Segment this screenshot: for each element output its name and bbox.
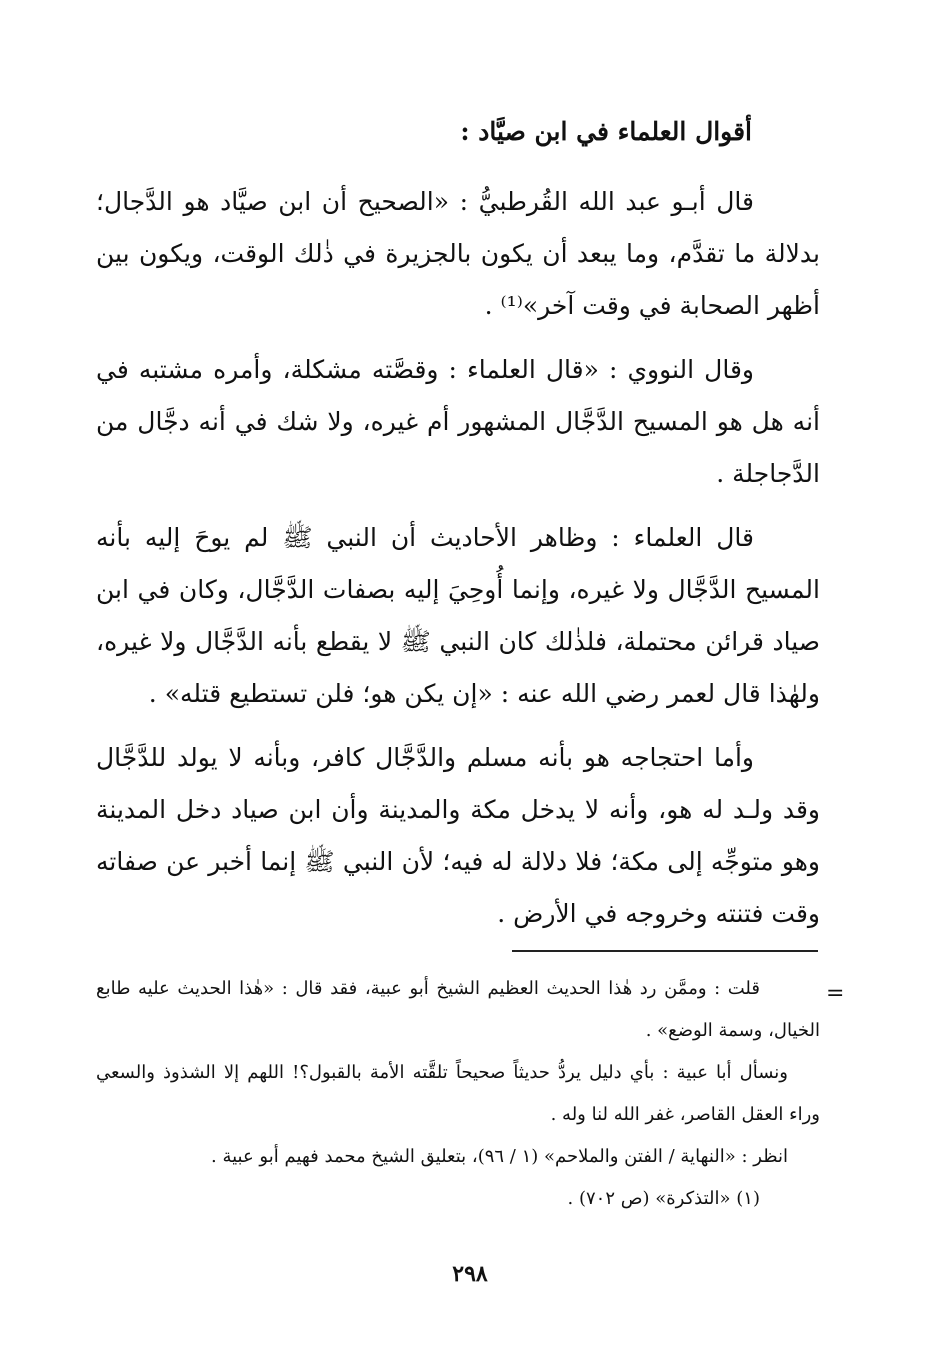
paragraph-qurtubi: قال أبـو عبد الله القُرطبيُّ : «الصحيح أن ابن صيَّاد هو الدَّجال؛ بدلالة ما تقدَّم، وما يبعد أن يكون بالجزيرة في ذٰلك الوقت، ويكون بين أظهر الصحابة في وقت آخر»⁽¹⁾ .	[96, 187, 820, 320]
footnotes	[96, 968, 820, 1220]
body-text	[96, 176, 820, 952]
footnote-continuation-marker: =	[826, 981, 845, 1006]
paragraph-argument: وأما احتجاجه هو بأنه مسلم والدَّجَّال كافر، وبأنه لا يولد للدَّجَّال وقد ولـد له هو، وأنه لا يدخل مكة والمدينة وأن ابن صياد دخل المدينة وهو متوجِّه إلى مكة؛ فلا دلالة له فيه؛ لأن النبي ﷺ إنما أخبر عن صفاته وقت فتنته وخروجه في الأرض .	[96, 743, 820, 928]
footnote-note-1: قلت : وممَّن رد هٰذا الحديث العظيم الشيخ أبو عبية، فقد قال : «هٰذا الحديث عليه طابع الخيال، وسمة الوضع» .	[96, 978, 820, 1041]
footnote-note-2: ونسأل أبا عبية : بأي دليل يردُّ حديثاً صحيحاً تلقَّته الأمة بالقبول؟! اللهم إلا الشذوذ والسعي وراء العقل القاصر، غفر الله لنا وله .	[96, 1062, 820, 1125]
footnote-reference: انظر : «النهاية / الفتن والملاحم» (١ / ٩٦)، بتعليق الشيخ محمد فهيم أبو عبية .	[211, 1146, 788, 1167]
paragraph-scholars: قال العلماء : وظاهر الأحاديث أن النبي ﷺ لم يوحَ إليه بأنه المسيح الدَّجَّال ولا غيره، وإنما أُوحِيَ إليه بصفات الدَّجَّال، وكان في ابن صياد قرائن محتملة، فلذٰلك كان النبي ﷺ لا يقطع بأنه الدَّجَّال ولا غيره، ولهٰذا قال لعمر رضي الله عنه : «إن يكن هو؛ فلن تستطيع قتله» .	[96, 523, 820, 708]
footnote-1: (١) «التذكرة» (ص ٧٠٢) .	[567, 1188, 760, 1209]
page-number: ٢٩٨	[452, 1261, 488, 1287]
paragraph-nawawi: وقال النووي : «قال العلماء : وقصَّته مشكلة، وأمره مشتبه في أنه هل هو المسيح الدَّجَّال المشهور أم غيره، ولا شك في أنه دجَّال من الدَّجاجلة .	[96, 355, 820, 488]
section-heading: أقوال العلماء في ابن صيَّاد :	[460, 117, 752, 146]
footnote-separator	[512, 950, 818, 952]
